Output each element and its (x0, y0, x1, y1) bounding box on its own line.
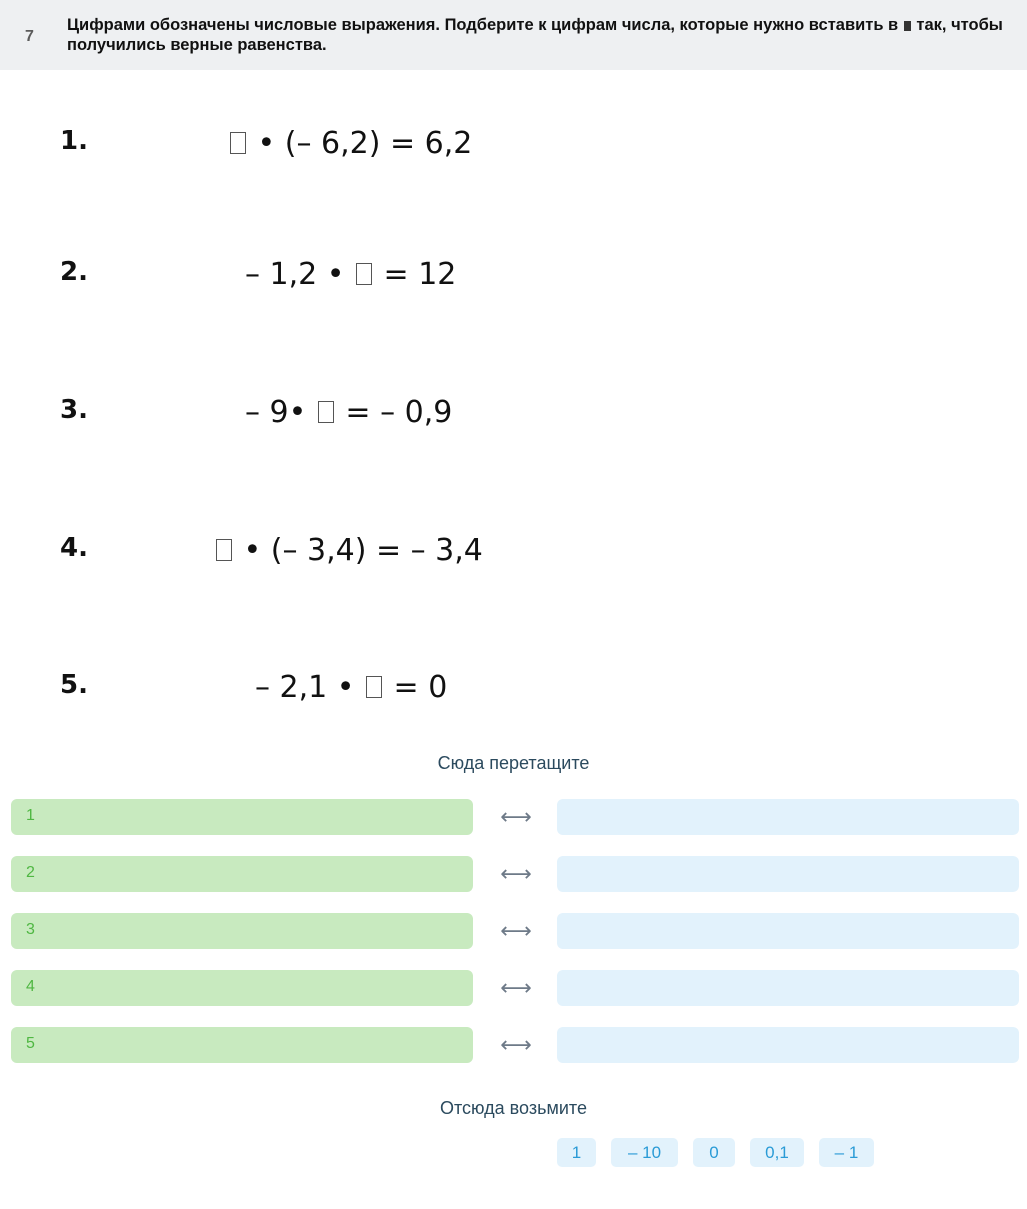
blank-box-icon (216, 539, 232, 561)
double-arrow-icon: ⟷ (500, 1032, 532, 1057)
expression-row (0, 670, 600, 710)
answer-chip[interactable]: – 1 (819, 1138, 874, 1167)
placeholder-box-icon (904, 21, 911, 31)
double-arrow-icon: ⟷ (500, 918, 532, 943)
double-arrow-icon: ⟷ (500, 804, 532, 829)
drop-zone-label: Сюда перетащите (437, 753, 590, 773)
expression-row (0, 126, 600, 166)
blank-box-icon (318, 401, 334, 423)
drop-target-slot[interactable] (557, 1027, 1019, 1063)
blank-box-icon (356, 263, 372, 285)
expression-row (0, 257, 600, 297)
expression-row (0, 395, 600, 435)
question-number: 7 (25, 28, 34, 45)
expression-text: – 9• = – 0,9 (245, 395, 453, 430)
question-header (0, 0, 1027, 70)
drop-target-slot[interactable] (557, 799, 1019, 835)
match-left-slot: 2 (11, 856, 473, 892)
drop-target-slot[interactable] (557, 856, 1019, 892)
blank-box-icon (230, 132, 246, 154)
blank-box-icon (366, 676, 382, 698)
drop-target-slot[interactable] (557, 970, 1019, 1006)
answer-chip[interactable]: 0,1 (750, 1138, 804, 1167)
match-left-slot: 3 (11, 913, 473, 949)
expression-number: 2. (60, 257, 88, 287)
expression-text: – 1,2 • = 12 (245, 257, 457, 292)
answer-chip[interactable]: 0 (693, 1138, 735, 1167)
source-zone-label: Отсюда возьмите (440, 1098, 587, 1118)
match-left-slot: 4 (11, 970, 473, 1006)
expression-number: 4. (60, 533, 88, 563)
expression-text: • (– 3,4) = – 3,4 (214, 533, 483, 568)
expression-number: 1. (60, 126, 88, 156)
expression-number: 5. (60, 670, 88, 700)
drop-target-slot[interactable] (557, 913, 1019, 949)
question-text-part1: Цифрами обозначены числовые выражения. Подберите к цифрам числа, которые нужно вставить в (67, 16, 899, 34)
expression-text: – 2,1 • = 0 (255, 670, 448, 705)
question-text (67, 15, 1007, 55)
question-text-part2: так, чтобы получились верные равенства. (67, 16, 1003, 54)
match-left-slot: 1 (11, 799, 473, 835)
expression-text: • (– 6,2) = 6,2 (228, 126, 472, 161)
expression-row (0, 533, 600, 573)
answer-chip[interactable]: 1 (557, 1138, 596, 1167)
answer-chip[interactable]: – 10 (611, 1138, 678, 1167)
match-left-slot: 5 (11, 1027, 473, 1063)
double-arrow-icon: ⟷ (500, 975, 532, 1000)
expression-number: 3. (60, 395, 88, 425)
double-arrow-icon: ⟷ (500, 861, 532, 886)
